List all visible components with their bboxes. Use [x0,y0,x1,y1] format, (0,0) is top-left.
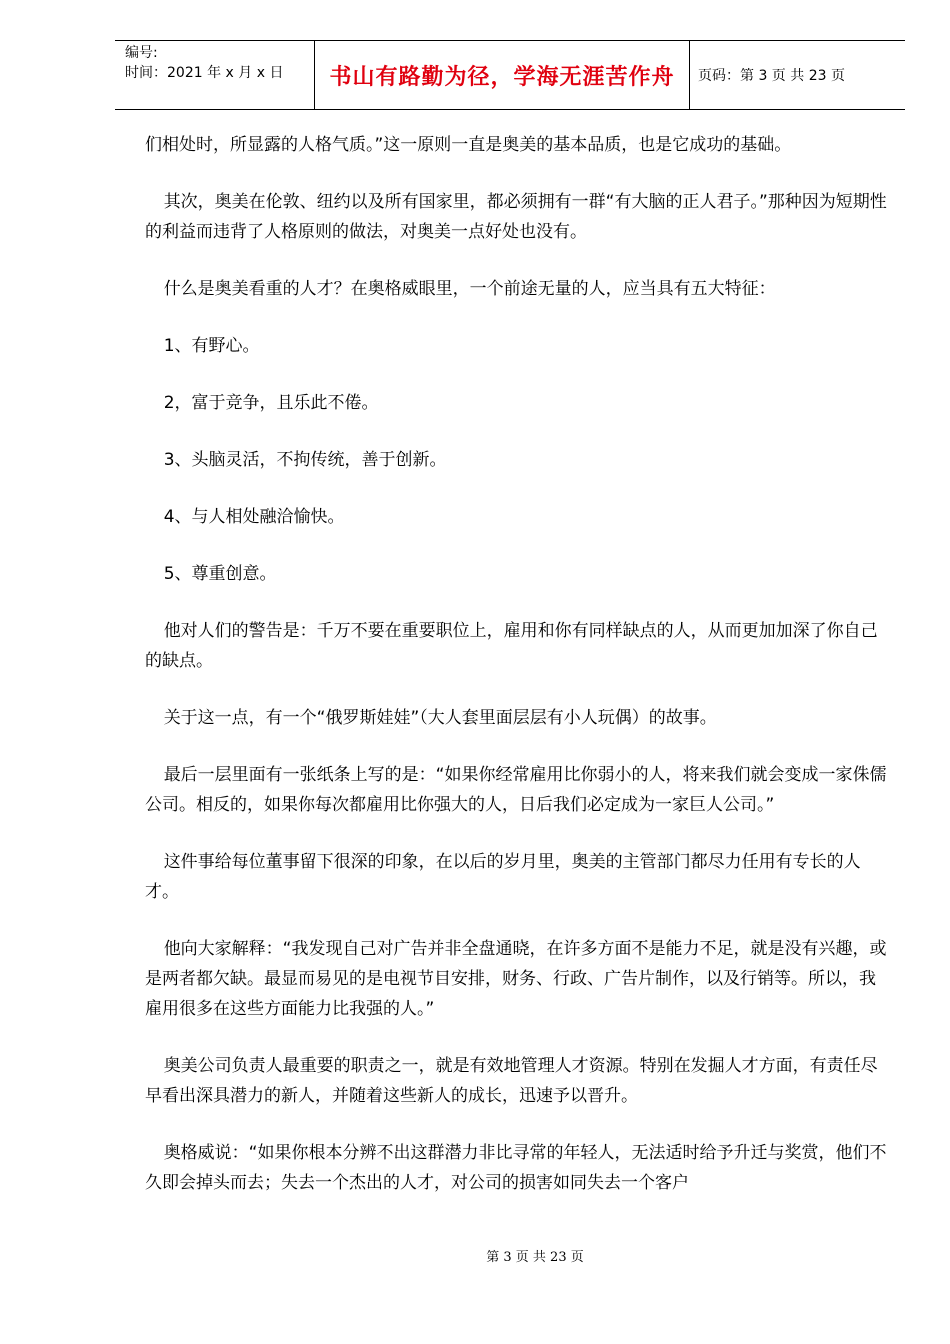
paragraph: 这件事给每位董事留下很深的印象，在以后的岁月里，奥美的主管部门都尽力任用有专长的人才。 [145,852,861,902]
paragraph: 他向大家解释：“我发现自己对广告并非全盘通晓，在许多方面不是能力不足，就是没有兴趣，或是两者都欠缺。最显而易见的是电视节目安排，财务、行政、广告片制作，以及行销等。所以，我雇用很多在这些方面能力比我强的人。” [145,939,887,1019]
header-page-info: 页码：第 3 页 共 23 页 [698,68,845,84]
page-header [115,40,905,110]
list-item: 1、有野心。 [163,336,260,356]
paragraph: 们相处时，所显露的人格气质。”这一原则一直是奥美的基本品质，也是它成功的基础。 [145,135,792,155]
document-body [145,130,890,1225]
serial-label: 编号: [125,45,158,61]
header-meta [115,41,315,109]
time-label: 时间：2021 年 x 月 x 日 [125,65,284,81]
paragraph: 奥美公司负责人最重要的职责之一，就是有效地管理人才资源。特别在发掘人才方面，有责任尽早看出深具潜力的新人，并随着这些新人的成长，迅速予以晋升。 [145,1056,878,1106]
paragraph: 最后一层里面有一张纸条上写的是：“如果你经常雇用比你弱小的人，将来我们就会变成一家侏儒公司。相反的，如果你每次都雇用比你强大的人，日后我们必定成为一家巨人公司。” [145,765,887,815]
paragraph: 关于这一点，有一个“俄罗斯娃娃”（大人套里面层层有小人玩偶）的故事。 [163,708,717,728]
paragraph: 其次，奥美在伦敦、纽约以及所有国家里，都必须拥有一群“有大脑的正人君子。”那种因为短期性的利益而违背了人格原则的做法，对奥美一点好处也没有。 [145,192,887,242]
paragraph: 奥格威说：“如果你根本分辨不出这群潜力非比寻常的年轻人，无法适时给予升迁与奖赏，他们不久即会掉头而去；失去一个杰出的人才，对公司的损害如同失去一个客户 [145,1143,887,1193]
page-footer: 第 3 页 共 23 页 [486,1250,584,1265]
paragraph: 什么是奥美看重的人才？在奥格威眼里，一个前途无量的人，应当具有五大特征： [163,279,776,299]
list-item: 5、尊重创意。 [163,564,277,584]
list-item: 4、与人相处融洽愉快。 [163,507,345,527]
paragraph: 他对人们的警告是：千万不要在重要职位上，雇用和你有同样缺点的人，从而更加加深了你自己的缺点。 [145,621,878,671]
header-motto: 书山有路勤为径，学海无涯苦作舟 [315,41,690,109]
list-item: 2，富于竞争，且乐此不倦。 [163,393,379,413]
list-item: 3、头脑灵活，不拘传统，善于创新。 [163,450,447,470]
